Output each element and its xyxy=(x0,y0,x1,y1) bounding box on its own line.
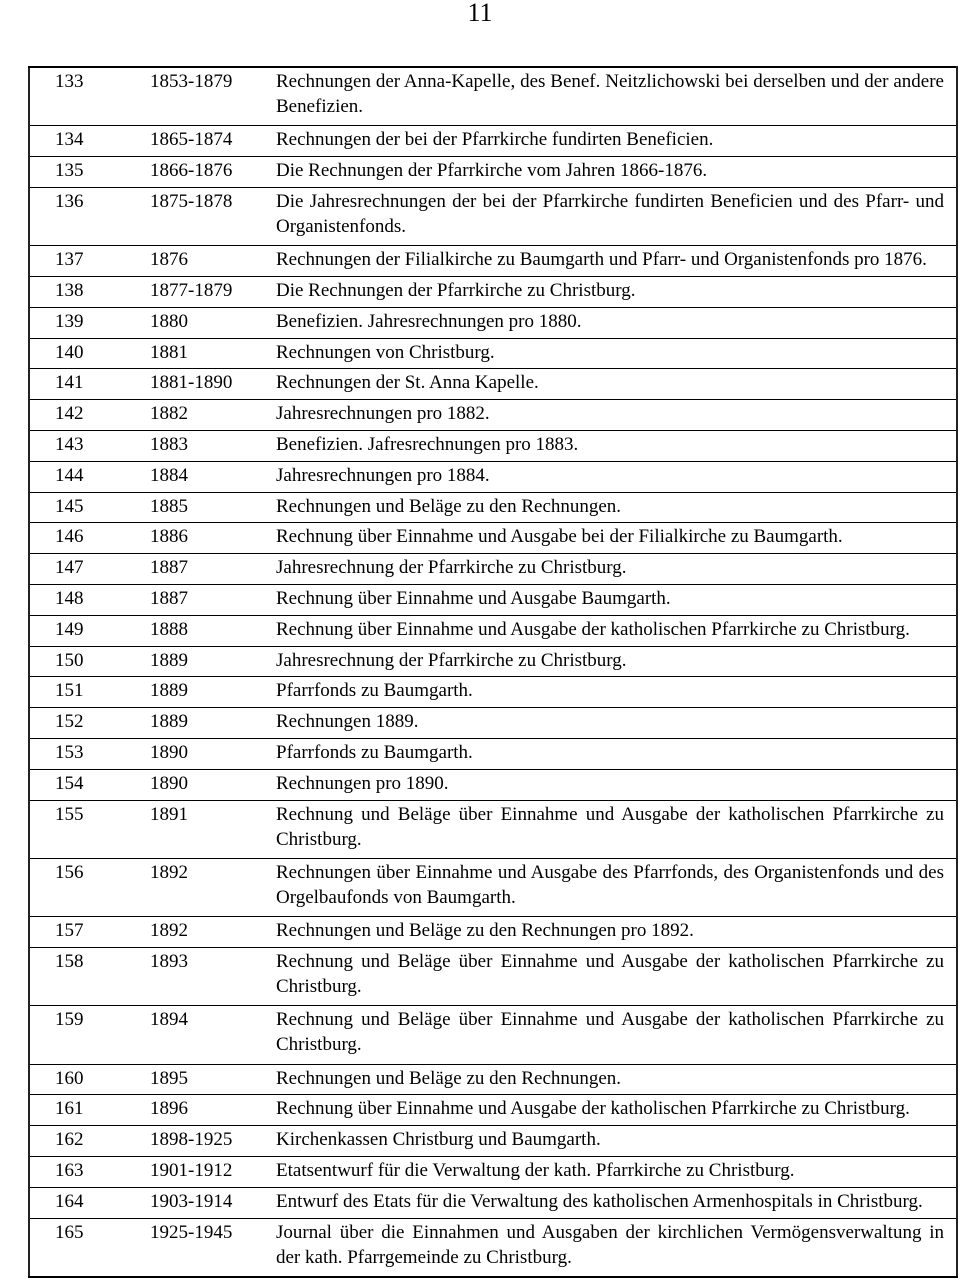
table-row xyxy=(29,947,957,1005)
entry-description: Rechnung und Beläge über Einnahme und Ausgabe der katholischen Pfarrkirche zu Christburg. xyxy=(265,800,957,858)
page-number: 11 xyxy=(467,0,493,27)
entry-description: Rechnungen über Einnahme und Ausgabe des Pfarrfonds, des Organistenfonds und des Orgelbaufonds von Baumgarth. xyxy=(265,858,957,916)
table-row xyxy=(29,307,957,338)
entry-years: 1925-1945 xyxy=(150,1218,265,1277)
table-row xyxy=(29,858,957,916)
table-row xyxy=(29,738,957,769)
entry-years: 1890 xyxy=(150,738,265,769)
table-row xyxy=(29,277,957,308)
table-row xyxy=(29,461,957,492)
entry-description: Rechnung über Einnahme und Ausgabe der katholischen Pfarrkirche zu Christburg. xyxy=(265,1095,957,1126)
entry-years: 1901-1912 xyxy=(150,1156,265,1187)
catalog-body xyxy=(29,67,957,1277)
table-row xyxy=(29,554,957,585)
entry-years: 1896 xyxy=(150,1095,265,1126)
entry-description: Die Rechnungen der Pfarrkirche zu Christburg. xyxy=(265,277,957,308)
table-row xyxy=(29,1187,957,1218)
entry-years: 1894 xyxy=(150,1006,265,1064)
entry-description: Rechnungen der St. Anna Kapelle. xyxy=(265,369,957,400)
table-row xyxy=(29,400,957,431)
entry-description: Etatsentwurf für die Verwaltung der kath. Pfarrkirche zu Christburg. xyxy=(265,1156,957,1187)
entry-years: 1892 xyxy=(150,858,265,916)
table-row xyxy=(29,1064,957,1095)
entry-description: Jahresrechnungen pro 1884. xyxy=(265,461,957,492)
entry-years: 1865-1874 xyxy=(150,126,265,157)
entry-number: 153 xyxy=(29,738,150,769)
table-row xyxy=(29,338,957,369)
entry-years: 1895 xyxy=(150,1064,265,1095)
entry-years: 1893 xyxy=(150,947,265,1005)
table-row xyxy=(29,126,957,157)
entry-number: 138 xyxy=(29,277,150,308)
entry-number: 162 xyxy=(29,1126,150,1157)
entry-number: 155 xyxy=(29,800,150,858)
entry-years: 1877-1879 xyxy=(150,277,265,308)
table-row xyxy=(29,67,957,126)
entry-years: 1887 xyxy=(150,554,265,585)
table-row xyxy=(29,677,957,708)
entry-description: Rechnungen und Beläge zu den Rechnungen. xyxy=(265,1064,957,1095)
entry-number: 133 xyxy=(29,67,150,126)
entry-years: 1853-1879 xyxy=(150,67,265,126)
table-row xyxy=(29,523,957,554)
entry-years: 1881 xyxy=(150,338,265,369)
entry-number: 150 xyxy=(29,646,150,677)
entry-description: Rechnungen der Anna-Kapelle, des Benef. Neitzlichowski bei derselben und der andere Benefizien. xyxy=(265,67,957,126)
entry-number: 161 xyxy=(29,1095,150,1126)
entry-years: 1880 xyxy=(150,307,265,338)
entry-number: 160 xyxy=(29,1064,150,1095)
table-row xyxy=(29,1218,957,1277)
entry-years: 1892 xyxy=(150,917,265,948)
entry-years: 1875-1878 xyxy=(150,187,265,245)
entry-number: 146 xyxy=(29,523,150,554)
entry-description: Rechnungen der bei der Pfarrkirche fundirten Beneficien. xyxy=(265,126,957,157)
entry-description: Rechnungen pro 1890. xyxy=(265,769,957,800)
entry-description: Jahresrechnung der Pfarrkirche zu Christburg. xyxy=(265,646,957,677)
entry-number: 147 xyxy=(29,554,150,585)
entry-number: 136 xyxy=(29,187,150,245)
table-row xyxy=(29,246,957,277)
entry-years: 1887 xyxy=(150,585,265,616)
table-row xyxy=(29,431,957,462)
entry-years: 1903-1914 xyxy=(150,1187,265,1218)
entry-years: 1886 xyxy=(150,523,265,554)
entry-number: 156 xyxy=(29,858,150,916)
entry-years: 1890 xyxy=(150,769,265,800)
entry-years: 1882 xyxy=(150,400,265,431)
entry-description: Rechnung und Beläge über Einnahme und Ausgabe der katholischen Pfarrkirche zu Christburg. xyxy=(265,947,957,1005)
entry-description: Rechnung über Einnahme und Ausgabe der katholischen Pfarrkirche zu Christburg. xyxy=(265,615,957,646)
table-row xyxy=(29,769,957,800)
entry-number: 151 xyxy=(29,677,150,708)
entry-description: Rechnungen und Beläge zu den Rechnungen pro 1892. xyxy=(265,917,957,948)
entry-description: Rechnungen von Christburg. xyxy=(265,338,957,369)
entry-description: Journal über die Einnahmen und Ausgaben der kirchlichen Vermögensverwaltung in der kath. Pfarrgemeinde zu Christburg. xyxy=(265,1218,957,1277)
entry-description: Die Rechnungen der Pfarrkirche vom Jahren 1866-1876. xyxy=(265,157,957,188)
entry-years: 1889 xyxy=(150,646,265,677)
table-row xyxy=(29,917,957,948)
entry-years: 1884 xyxy=(150,461,265,492)
entry-number: 149 xyxy=(29,615,150,646)
entry-number: 134 xyxy=(29,126,150,157)
table-row xyxy=(29,646,957,677)
table-row xyxy=(29,1095,957,1126)
entry-number: 137 xyxy=(29,246,150,277)
entry-number: 143 xyxy=(29,431,150,462)
entry-number: 164 xyxy=(29,1187,150,1218)
entry-number: 144 xyxy=(29,461,150,492)
entry-description: Benefizien. Jafresrechnungen pro 1883. xyxy=(265,431,957,462)
entry-number: 159 xyxy=(29,1006,150,1064)
entry-number: 157 xyxy=(29,917,150,948)
entry-years: 1898-1925 xyxy=(150,1126,265,1157)
table-row xyxy=(29,187,957,245)
entry-description: Rechnungen 1889. xyxy=(265,708,957,739)
entry-description: Entwurf des Etats für die Verwaltung des katholischen Armenhospitals in Christburg. xyxy=(265,1187,957,1218)
entry-number: 154 xyxy=(29,769,150,800)
entry-years: 1888 xyxy=(150,615,265,646)
entry-description: Benefizien. Jahresrechnungen pro 1880. xyxy=(265,307,957,338)
table-row xyxy=(29,615,957,646)
entry-number: 140 xyxy=(29,338,150,369)
table-row xyxy=(29,157,957,188)
entry-number: 142 xyxy=(29,400,150,431)
table-row xyxy=(29,1156,957,1187)
table-row xyxy=(29,1126,957,1157)
entry-number: 135 xyxy=(29,157,150,188)
table-row xyxy=(29,585,957,616)
entry-description: Die Jahresrechnungen der bei der Pfarrkirche fundirten Beneficien und des Pfarr- und Organistenfonds. xyxy=(265,187,957,245)
entry-years: 1889 xyxy=(150,677,265,708)
entry-description: Jahresrechnung der Pfarrkirche zu Christburg. xyxy=(265,554,957,585)
table-row xyxy=(29,492,957,523)
table-row xyxy=(29,369,957,400)
entry-description: Rechnung und Beläge über Einnahme und Ausgabe der katholischen Pfarrkirche zu Christburg. xyxy=(265,1006,957,1064)
entry-number: 158 xyxy=(29,947,150,1005)
entry-description: Kirchenkassen Christburg und Baumgarth. xyxy=(265,1126,957,1157)
entry-number: 141 xyxy=(29,369,150,400)
entry-number: 148 xyxy=(29,585,150,616)
entry-years: 1889 xyxy=(150,708,265,739)
entry-number: 145 xyxy=(29,492,150,523)
entry-years: 1876 xyxy=(150,246,265,277)
entry-description: Jahresrechnungen pro 1882. xyxy=(265,400,957,431)
table-row xyxy=(29,708,957,739)
entry-number: 139 xyxy=(29,307,150,338)
entry-number: 163 xyxy=(29,1156,150,1187)
entry-description: Pfarrfonds zu Baumgarth. xyxy=(265,677,957,708)
entry-description: Pfarrfonds zu Baumgarth. xyxy=(265,738,957,769)
entry-years: 1883 xyxy=(150,431,265,462)
entry-description: Rechnung über Einnahme und Ausgabe Baumgarth. xyxy=(265,585,957,616)
table-row xyxy=(29,1006,957,1064)
entry-description: Rechnungen der Filialkirche zu Baumgarth und Pfarr- und Organistenfonds pro 1876. xyxy=(265,246,957,277)
entry-number: 165 xyxy=(29,1218,150,1277)
entry-number: 152 xyxy=(29,708,150,739)
entry-description: Rechnungen und Beläge zu den Rechnungen. xyxy=(265,492,957,523)
archive-catalog-table xyxy=(28,66,958,1278)
entry-description: Rechnung über Einnahme und Ausgabe bei der Filialkirche zu Baumgarth. xyxy=(265,523,957,554)
entry-years: 1866-1876 xyxy=(150,157,265,188)
table-row xyxy=(29,800,957,858)
entry-years: 1891 xyxy=(150,800,265,858)
entry-years: 1885 xyxy=(150,492,265,523)
entry-years: 1881-1890 xyxy=(150,369,265,400)
